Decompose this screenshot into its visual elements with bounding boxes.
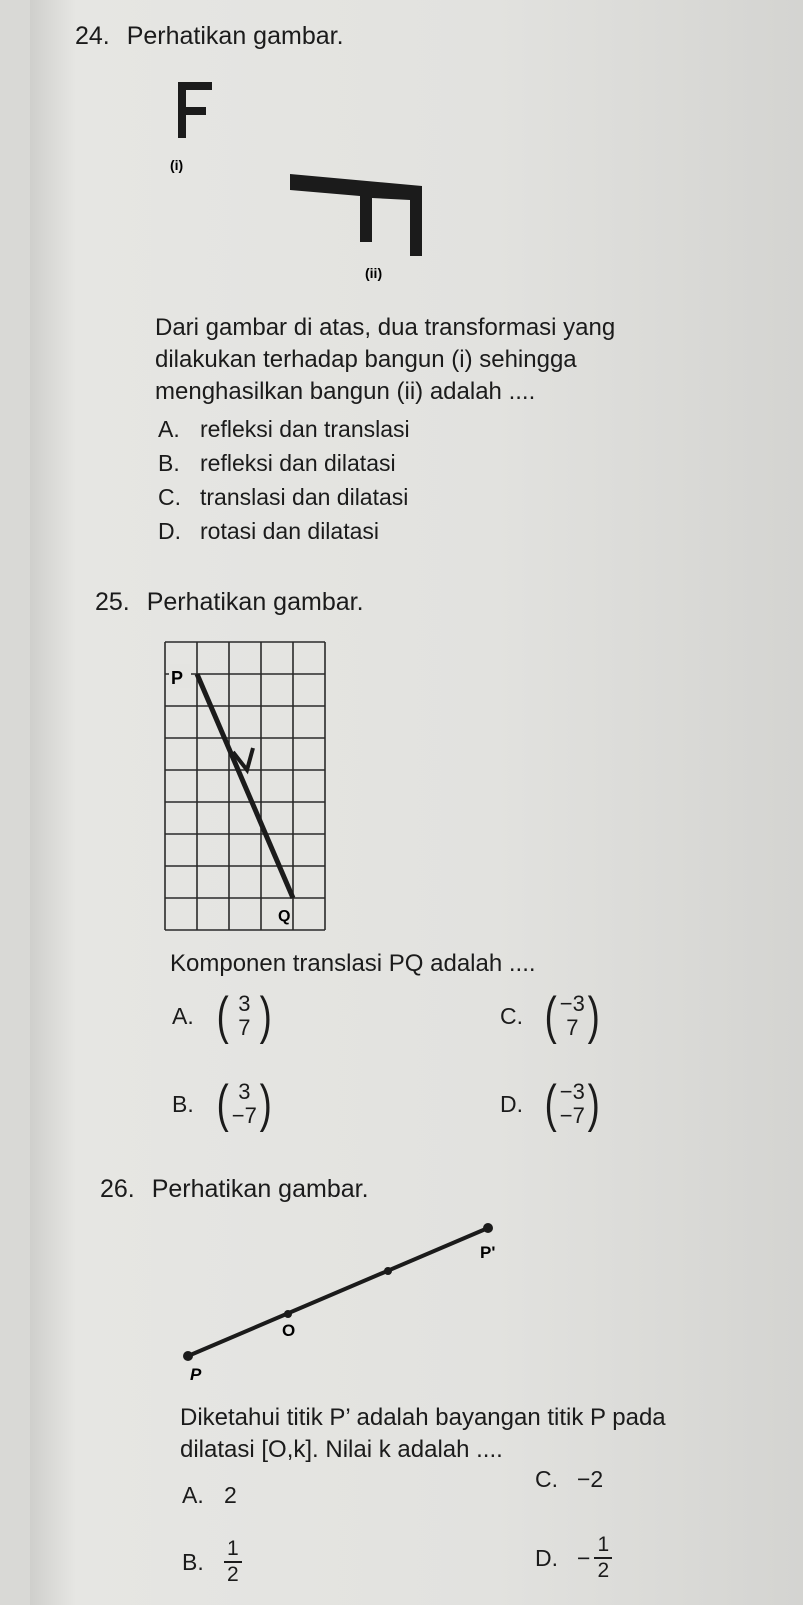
question-24-heading xyxy=(75,22,344,51)
q24-figure xyxy=(160,70,460,290)
question-number: 26. xyxy=(100,1175,135,1203)
q26-option-b[interactable]: B. $\frac{1}{2}$ xyxy=(182,1537,242,1587)
column-vector: ( 3 7 ) xyxy=(216,987,273,1045)
column-vector: ( −3 −7 ) xyxy=(544,1075,601,1133)
column-vector: ( −3 7 ) xyxy=(544,987,601,1045)
label-o: O xyxy=(282,1321,296,1340)
point-o xyxy=(284,1310,292,1318)
question-24-options xyxy=(158,412,410,548)
question-number: 24. xyxy=(75,22,110,50)
fraction: $\frac{1}{2}$ xyxy=(594,1533,612,1583)
column-vector: ( 3 −7 ) xyxy=(216,1075,273,1133)
question-25-heading xyxy=(95,588,364,617)
dilation-line xyxy=(188,1228,488,1356)
vector-pq xyxy=(197,674,293,898)
stem-line-1: Dari gambar di atas, dua transformasi yang xyxy=(155,314,616,341)
q26-option-a[interactable]: A. 2 xyxy=(182,1482,237,1508)
q25-option-a[interactable]: A. ( 3 7 ) xyxy=(172,990,275,1042)
tick-point xyxy=(384,1267,392,1275)
fraction: $\frac{1}{2}$ xyxy=(224,1537,242,1587)
point-q-label: Q xyxy=(278,908,291,925)
q26-dilation-figure xyxy=(170,1210,530,1380)
q26-option-c[interactable]: C. −2 xyxy=(535,1466,604,1492)
question-26-heading xyxy=(100,1175,369,1204)
stem-line-1: Diketahui titik P’ adalah bayangan titik P pada xyxy=(180,1404,666,1431)
shape-ii xyxy=(290,174,422,256)
label-p-prime: P' xyxy=(480,1243,496,1262)
q25-option-c[interactable]: C. ( −3 7 ) xyxy=(500,990,603,1042)
question-number: 25. xyxy=(95,588,130,616)
q26-option-d[interactable]: D. − $\frac{1}{2}$ xyxy=(535,1533,612,1583)
stem-line-3: menghasilkan bangun (ii) adalah .... xyxy=(155,378,536,405)
question-26-stem xyxy=(180,1402,666,1466)
shape-i xyxy=(178,82,212,138)
stem-line-2: dilakukan terhadap bangun (i) sehingga xyxy=(155,346,577,373)
point-p-prime xyxy=(483,1223,493,1233)
option-b[interactable]: B. refleksi dan dilatasi xyxy=(158,450,396,476)
q25-grid-figure xyxy=(155,630,335,935)
point-p xyxy=(183,1351,193,1361)
q25-option-d[interactable]: D. ( −3 −7 ) xyxy=(500,1078,603,1130)
label-p: P xyxy=(190,1365,202,1380)
question-24-stem xyxy=(155,312,785,408)
question-prompt: Perhatikan gambar. xyxy=(126,22,344,50)
option-d[interactable]: D. rotasi dan dilatasi xyxy=(158,518,379,544)
label-i: (i) xyxy=(170,157,184,173)
label-ii: (ii) xyxy=(365,265,383,281)
question-25-stem: Komponen translasi PQ adalah .... xyxy=(170,950,536,977)
option-a[interactable]: A. refleksi dan translasi xyxy=(158,416,410,442)
question-prompt: Perhatikan gambar. xyxy=(146,588,364,616)
question-prompt: Perhatikan gambar. xyxy=(151,1175,369,1203)
point-p-label: P xyxy=(171,668,184,688)
stem-line-2: dilatasi [O,k]. Nilai k adalah .... xyxy=(180,1436,503,1463)
q25-option-b[interactable]: B. ( 3 −7 ) xyxy=(172,1078,275,1130)
option-c[interactable]: C. translasi dan dilatasi xyxy=(158,484,409,510)
